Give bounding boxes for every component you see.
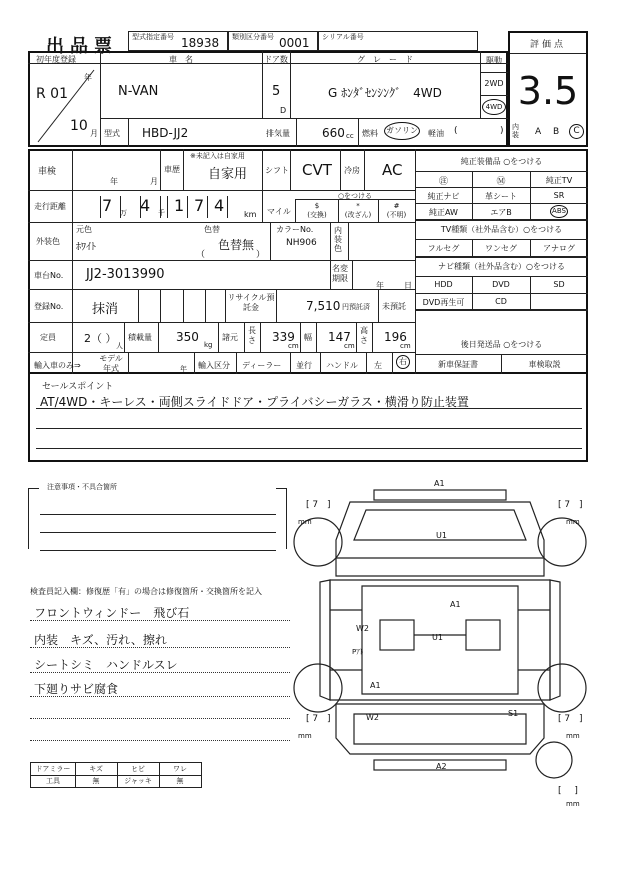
shift-value: CVT <box>302 161 332 179</box>
inspector-note: 検査員記入欄：修復歴「有」の場合は修復箇所・交換箇所を記入 <box>30 587 262 596</box>
doors: 5 <box>272 84 281 99</box>
mileage-digit: 1 <box>174 196 185 215</box>
interior-b: B <box>553 127 560 137</box>
import-parallel: 並行 <box>296 361 312 370</box>
history-note: ※未記入は自家用 <box>190 152 245 160</box>
option-cell: 純正AW <box>429 208 458 217</box>
tv-cell: ワンセグ <box>485 244 517 253</box>
damage-code: A2 <box>436 762 447 771</box>
first-reg-month: 10 <box>70 118 88 134</box>
height-label: 高さ <box>360 326 368 345</box>
import-class-label: 輸入区分 <box>198 361 230 370</box>
import-dealer: ディーラー <box>242 361 282 370</box>
color-no: NH906 <box>286 238 317 248</box>
history-value: 自家用 <box>208 167 248 182</box>
width-label: 幅 <box>304 333 312 342</box>
handle-left: 左 <box>374 361 382 370</box>
shift-label: シフト <box>265 166 289 175</box>
first-reg-era: R 01 <box>36 86 68 102</box>
interior-label: 内装 <box>512 123 519 139</box>
diagram-labels: A1 U1 A1 W2 U1 Pｱﾄ A1 W2 S1 A2 [ 7 ] mm [ 7 ] mm [ 7 ] mm [ 7 ] mm [ ] mm <box>298 479 583 808</box>
mileage-label: 走行距離 <box>34 202 66 211</box>
later-cell: 新車保証書 <box>438 360 478 369</box>
registration-value: 抹消 <box>92 302 119 317</box>
handle-label: ハンドル <box>326 361 358 370</box>
option-cell: エアB <box>490 208 512 217</box>
tire-depth-fl: [ 7 ] <box>306 500 331 510</box>
damage-code: U1 <box>436 531 447 540</box>
tv-cell: フルセグ <box>427 244 460 253</box>
option-cell: 純正ナビ <box>427 192 460 201</box>
recycle-value: 7,510 <box>306 299 341 313</box>
history-label: 車歴 <box>164 165 180 174</box>
cert-no-box: 型式指定番号 18938 <box>128 31 228 51</box>
option-cell: SR <box>553 191 565 200</box>
option-cell: ㊟ <box>438 177 448 187</box>
later-cell: 車検取説 <box>528 360 561 369</box>
recycle-label: リサイクル預託金 <box>227 293 275 312</box>
mileage-digit: 7 <box>102 196 113 215</box>
option-cell: 革シート <box>485 192 517 201</box>
damage-code: A1 <box>450 600 461 609</box>
color-no-label: カラーNo. <box>276 225 314 234</box>
aircon-value: AC <box>382 161 403 179</box>
model-year-label: モデル年式 <box>99 354 123 373</box>
interior-c: C <box>569 124 584 139</box>
damage-line: シートシミ ハンドルスレ <box>34 658 178 672</box>
mileage-digits: 7 万 4 千 1 7 4 <box>102 196 225 217</box>
mile-label: マイル <box>267 207 291 216</box>
chassis-label: 車台No. <box>34 271 64 280</box>
damage-code: Pｱﾄ <box>352 648 364 656</box>
original-color: ﾎﾜｲﾄ <box>76 242 96 253</box>
navi-cell: HDD <box>434 280 453 289</box>
options-panel <box>415 149 588 374</box>
option-cell: 純正TV <box>545 176 573 185</box>
damage-line: フロントウィンドー 飛び石 <box>34 606 190 620</box>
doors-label: ドア数 <box>264 55 288 64</box>
class-no: 0001 <box>279 36 310 50</box>
damage-code: A1 <box>434 479 445 488</box>
damage-code: W2 <box>366 713 379 722</box>
tire-depth-rl: [ 7 ] <box>306 714 331 724</box>
interior-color-label: 内装色 <box>334 226 342 253</box>
damage-code: W2 <box>356 624 369 633</box>
dvd-cell: CD <box>495 297 507 306</box>
drive-2wd: 2WD <box>484 79 504 88</box>
damage-code: A1 <box>370 681 381 690</box>
page-title: 出品票 <box>46 36 118 57</box>
door-type: D <box>280 106 287 115</box>
drive-label: 駆動 <box>486 56 502 65</box>
not-deposited: 未預託 <box>382 302 406 311</box>
aircon-label: 冷房 <box>344 166 360 175</box>
grade: G ﾎﾝﾀﾞｾﾝｼﾝｸﾞ 4WD <box>328 86 442 100</box>
class-no-box: 類別区分番号 0001 <box>228 31 318 51</box>
model-type-label: 型式 <box>104 129 120 138</box>
accessories-table: ドアミラー キズ ヒビ ワレ 工具 無 ジャッキ 無 <box>30 762 202 788</box>
mileage-digit: 7 <box>194 196 205 215</box>
options-title: 純正装備品 ○をつける <box>460 157 543 166</box>
notes-title: 注意事項・不具合箇所 <box>44 482 120 492</box>
mileage-exchanged: $ (交換) <box>307 202 327 219</box>
handle-right: 右 <box>396 355 410 369</box>
seat-label: 定員 <box>40 333 56 342</box>
tv-cell: アナログ <box>543 244 575 253</box>
option-abs: ABS <box>550 205 568 218</box>
load-value: 350 <box>176 330 199 344</box>
tire-depth-rr: [ 7 ] <box>558 714 583 724</box>
fuel-diesel: 軽油 <box>428 129 444 138</box>
mileage-digit: 4 <box>214 196 225 215</box>
drive-4wd: 4WD <box>482 99 506 115</box>
model-type: HBD-JJ2 <box>142 126 189 140</box>
load-label: 積載量 <box>128 333 152 342</box>
length-value: 339 <box>272 330 295 344</box>
dim-label: 諸元 <box>222 333 238 342</box>
car-name: N-VAN <box>118 84 159 99</box>
registration-label: 登録No. <box>34 302 64 311</box>
grade-label: グ レ ー ド <box>357 55 413 64</box>
navi-cell: SD <box>553 280 565 289</box>
color-label: 外装色 <box>36 237 60 246</box>
seats-value: 2（ ） <box>84 332 117 345</box>
fuel-gasoline: ガソリン <box>384 122 420 140</box>
mileage-altered: * (改ざん) <box>344 202 372 219</box>
cert-no: 18938 <box>181 36 220 50</box>
fuel-label: 燃料 <box>362 129 378 138</box>
mileage-unknown: # (不明) <box>386 202 407 219</box>
car-name-label: 車 名 <box>169 55 193 64</box>
notes-block <box>28 480 290 570</box>
navi-title: ナビ種類（社外品含む）○をつける <box>438 262 565 271</box>
damage-notes <box>30 600 290 750</box>
damage-line: 内装 キズ、汚れ、擦れ <box>34 633 167 647</box>
chassis-value: JJ2-3013990 <box>86 267 165 282</box>
option-cell: Ⓜ <box>496 177 506 187</box>
serial-box: シリアル番号 <box>318 31 478 51</box>
interior-a: A <box>535 127 542 137</box>
navi-cell: DVD <box>492 280 510 289</box>
mileage-digit: 4 <box>140 196 151 215</box>
sales-label: セールスポイント <box>42 382 114 392</box>
name-change-label: 名変期限 <box>332 264 348 283</box>
shaken-label: 車検 <box>38 167 57 177</box>
displacement: 660 <box>322 126 345 140</box>
damage-line: 下廻りサビ腐食 <box>34 682 119 696</box>
tire-depth-spare: [ ] <box>558 786 578 796</box>
tire-depth-fr: [ 7 ] <box>558 500 583 510</box>
repaint-value: 色替無 <box>218 238 255 252</box>
sales-text: AT/4WD・キーレス・両側スライドドア・プライバシーガラス・横滑り防止装置 <box>40 395 469 409</box>
score-box: 評価点 3.5 <box>508 31 588 147</box>
damage-code: S1 <box>508 709 519 718</box>
score-value: 3.5 <box>517 69 579 113</box>
tv-title: TV種類（社外品含む）○をつける <box>440 225 563 234</box>
mileage-circle-note: ○をつける <box>337 192 373 200</box>
first-reg-label: 初年度登録 <box>36 55 76 64</box>
width-value: 147 <box>328 330 351 344</box>
damage-code: U1 <box>432 633 443 642</box>
height-value: 196 <box>384 330 407 344</box>
length-label: 長さ <box>248 326 256 345</box>
later-title: 後日発送品 ○をつける <box>460 340 543 349</box>
import-label: 輸入車のみ⇒ <box>34 361 81 370</box>
displacement-label: 排気量 <box>266 129 290 138</box>
dvd-cell: DVD再生可 <box>422 298 465 307</box>
